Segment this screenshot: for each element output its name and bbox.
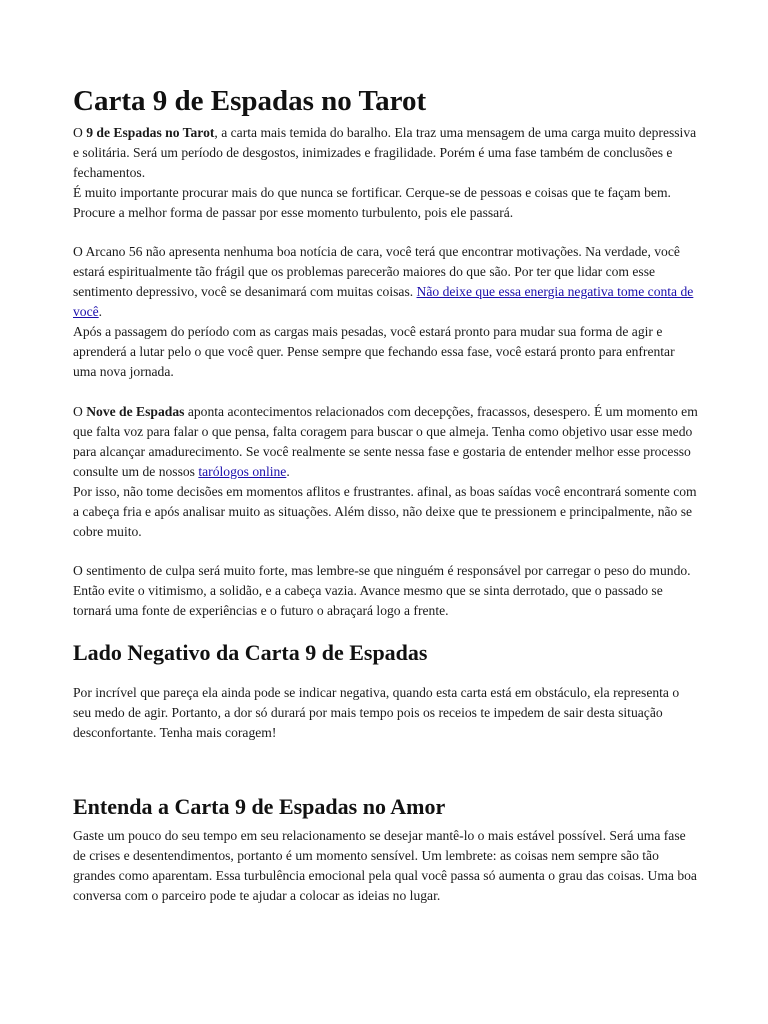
page-title: Carta 9 de Espadas no Tarot — [73, 85, 427, 117]
text-span: O Arcano 56 não apresenta nenhuma boa notícia de cara, você terá que encontrar motivações. Na verdade, você estará espiritualmente tão frágil que os problemas parecerão maiores do que são. Por ter que lidar com esse sentimento depressivo, você se desanimará com muitas coisas. — [73, 244, 680, 299]
text-span: . — [98, 304, 103, 319]
intro-block-2 — [73, 242, 698, 382]
paragraph: Por incrível que pareça ela ainda pode se indicar negativa, quando esta carta está em obstáculo, ela representa o seu medo de agir. Portanto, a dor só durará por mais tempo pois os receios te impedem de sair desta situação desconfortante. Tenha mais coragem! — [73, 685, 680, 740]
text-span: aponta acontecimentos relacionados com decepções, fracassos, desespero. É um momento em que falta voz para falar o que pensa, falta coragem para buscar o que almeja. Tenha como objetivo usar esse medo para alcançar amadurecimento. Se você realmente se sente nessa fase e gostaria de entender melhor esse processo consulte um de nossos — [73, 404, 698, 479]
text-span: O — [73, 404, 87, 419]
bold-text: 9 de Espadas no Tarot — [86, 125, 215, 140]
section-heading-love: Entenda a Carta 9 de Espadas no Amor — [73, 794, 446, 819]
intro-block-4 — [73, 561, 698, 621]
paragraph: O sentimento de culpa será muito forte, mas lembre-se que ninguém é responsável por carregar o peso do mundo. Então evite o vitimismo, a solidão, e a cabeça vazia. Avance mesmo que se sinta derrotado, que o passado se tornará uma fonte de experiências e o futuro o abraçará logo a frente. — [73, 563, 691, 618]
paragraph: Gaste um pouco do seu tempo em seu relacionamento se desejar mantê-lo o mais estável possível. Será uma fase de crises e desentendimentos, portanto é um momento sensível. Um lembrete: as coisas nem sempre são tão grandes como aparentam. Essa turbulência emocional pela qual você passa só aumenta o grau das coisas. Uma boa conversa com o parceiro pode te ajudar a colocar as ideias no lugar. — [73, 828, 697, 903]
text-span: O — [73, 125, 87, 140]
text-span: , a carta mais temida do baralho. Ela traz uma mensagem de uma carga muito depressiva e solitária. Será um período de desgostos, inimizades e fragilidade. Porém é uma fase também de conclusões e fechamentos. — [73, 125, 697, 180]
paragraph — [73, 123, 698, 183]
love-block — [73, 826, 698, 906]
paragraph — [73, 402, 698, 482]
intro-block-1 — [73, 123, 698, 223]
tarologos-link[interactable]: tarólogos online — [198, 464, 287, 479]
energy-link[interactable]: Não deixe que essa energia negativa tome conta de você — [73, 284, 694, 319]
negative-block — [73, 683, 698, 743]
text-span: . — [286, 464, 290, 479]
bold-text: Nove de Espadas — [86, 404, 185, 419]
paragraph: É muito importante procurar mais do que nunca se fortificar. Cerque-se de pessoas e coisas que te façam bem. Procure a melhor forma de passar por esse momento turbulento, pois ele passará. — [73, 185, 671, 220]
paragraph: Por isso, não tome decisões em momentos aflitos e frustrantes. afinal, as boas saídas você encontrará somente com a cabeça fria e após analisar muito as situações. Além disso, não deixe que te pressionem e principalmente, não se cobre muito. — [73, 484, 697, 539]
intro-block-3 — [73, 402, 698, 542]
section-heading-negative: Lado Negativo da Carta 9 de Espadas — [73, 640, 428, 665]
paragraph — [73, 242, 698, 322]
paragraph: Após a passagem do período com as cargas mais pesadas, você estará pronto para mudar sua forma de agir e aprenderá a lutar pelo o que você quer. Pense sempre que fechando essa fase, você estará pronto para enfrentar uma nova jornada. — [73, 324, 675, 379]
